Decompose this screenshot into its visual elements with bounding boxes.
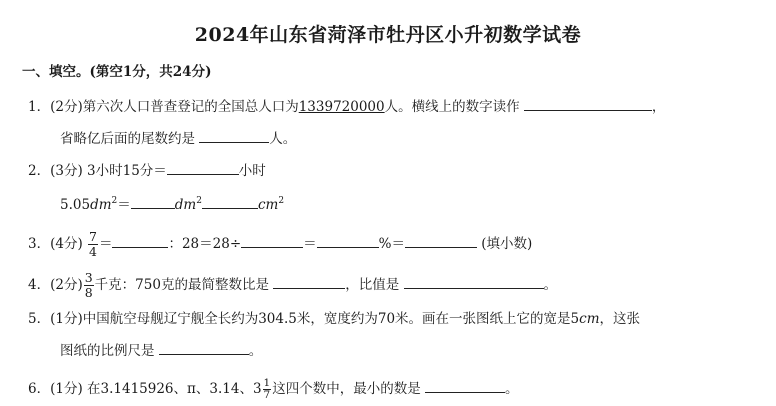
question-text: ，比值是 [345, 277, 400, 293]
question-score: (2分) [50, 99, 83, 115]
answer-blank[interactable] [131, 194, 175, 209]
question-text: ，这张 [599, 311, 641, 327]
question-text: 千克：750克的最简整数比是 [94, 277, 269, 293]
exponent: 2 [111, 196, 118, 206]
question-text: %＝ [378, 236, 405, 252]
question-text: ：28＝28÷ [168, 236, 242, 252]
question-5-continued [60, 340, 262, 361]
answer-blank[interactable] [202, 194, 258, 209]
question-number: 4． [28, 277, 51, 293]
answer-blank[interactable] [273, 274, 345, 289]
question-score: (4分) [50, 236, 83, 252]
answer-blank[interactable] [159, 340, 249, 355]
exponent: 2 [196, 196, 202, 206]
question-1-continued [60, 128, 296, 149]
question-2-continued [60, 191, 284, 215]
fraction-denominator: 4 [89, 244, 97, 259]
question-number: 6． [28, 381, 51, 397]
fraction-numerator: 7 [89, 229, 97, 244]
equals-sign: ＝ [117, 197, 131, 213]
equals-sign: ＝ [303, 236, 317, 252]
question-number: 3． [28, 236, 51, 252]
equals-sign: ＝ [98, 236, 113, 252]
answer-blank[interactable] [112, 233, 168, 248]
question-6 [28, 378, 519, 401]
question-text: 3小时15分＝ [87, 163, 167, 179]
question-4 [28, 271, 557, 300]
question-text: 中国航空母舰辽宁舰全长约为304.5米，宽度约为70米。画在一张图纸上它的宽是5 [82, 311, 580, 327]
answer-blank[interactable] [425, 378, 505, 393]
question-text: 第六次人口普查登记的全国总人口为 [82, 99, 299, 115]
fraction [263, 378, 272, 401]
unit-label: dm [174, 197, 197, 213]
question-number: 2． [28, 163, 51, 179]
punctuation: 。 [543, 277, 558, 293]
question-5 [28, 309, 640, 329]
punctuation: 。 [248, 343, 263, 359]
question-text: 图纸的比例尺是 [60, 343, 155, 359]
unit-label: cm [579, 311, 600, 327]
answer-blank[interactable] [524, 96, 652, 111]
question-text: 省略亿后面的尾数约是 [60, 131, 195, 147]
answer-blank[interactable] [199, 128, 269, 143]
fraction-denominator: 7 [263, 389, 271, 401]
question-score: (1分) [50, 311, 83, 327]
fraction-denominator: 8 [84, 285, 93, 300]
question-text: 人。 [269, 131, 297, 147]
question-3 [28, 230, 532, 259]
answer-blank[interactable] [405, 233, 477, 248]
answer-blank[interactable] [317, 233, 379, 248]
exponent: 2 [278, 196, 285, 206]
question-text: 这四个数中，最小的数是 [272, 381, 421, 397]
answer-blank[interactable] [167, 160, 239, 175]
population-value: 1339720000 [298, 99, 385, 115]
section-heading: 一、填空。(第空1分，共24分) [22, 64, 212, 80]
answer-blank[interactable] [241, 233, 303, 248]
fraction [84, 271, 94, 300]
unit-label: 小时 [238, 163, 266, 179]
question-score: (3分) [50, 163, 83, 179]
punctuation: 。 [505, 381, 519, 397]
question-2 [28, 160, 266, 181]
fraction-numerator: 3 [84, 270, 93, 285]
fraction [88, 230, 98, 259]
question-text: 人。横线上的数字读作 [384, 99, 520, 115]
question-number: 5． [28, 311, 51, 327]
question-score: (1分) [50, 381, 83, 397]
unit-label: dm [90, 197, 112, 213]
punctuation: ， [651, 99, 666, 115]
question-text: 在3.1415926、π、3.14、3 [87, 381, 262, 397]
question-score: (2分) [50, 277, 83, 293]
unit-label: cm [257, 197, 279, 213]
question-number: 1． [28, 99, 51, 115]
answer-blank[interactable] [404, 274, 544, 289]
hint-text: (填小数) [481, 236, 533, 252]
page-title: 2024年山东省菏泽市牡丹区小升初数学试卷 [194, 24, 582, 46]
question-1 [28, 96, 665, 117]
fraction-numerator: 1 [263, 377, 271, 389]
area-value: 5.05 [60, 197, 91, 213]
